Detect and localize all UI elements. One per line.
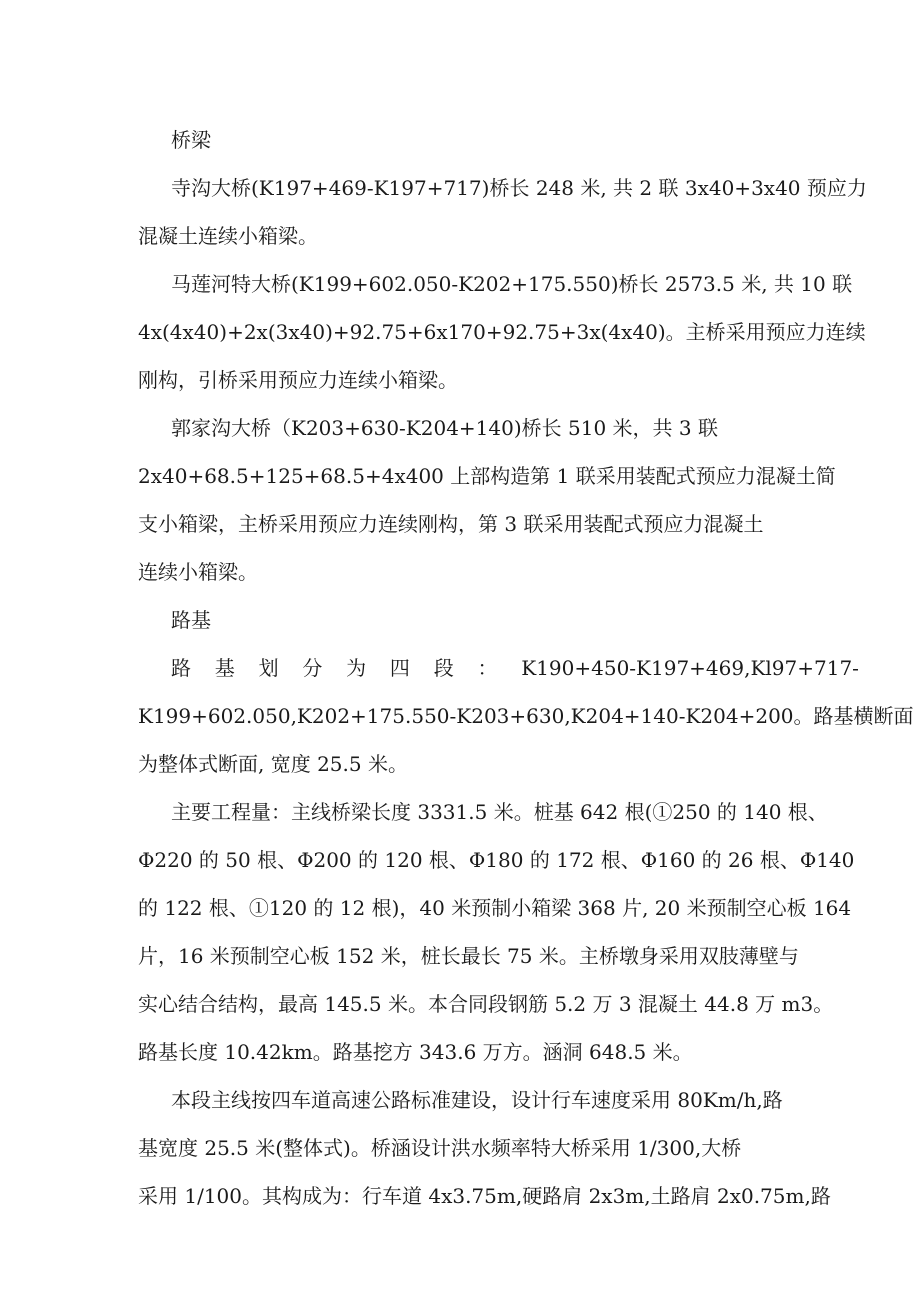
justified-char: 为 [346, 656, 367, 680]
paragraph-line: 混凝土连续小箱梁。 [138, 224, 318, 248]
paragraph-line: 路基长度 10.42km。路基挖方 343.6 万方。涵洞 648.5 米。 [138, 1040, 693, 1064]
paragraph-line: 2x40+68.5+125+68.5+4x400 上部构造第 1 联采用装配式预应力混凝土简 [138, 464, 836, 488]
justified-char: 段 [433, 656, 454, 680]
justified-char: 四 [389, 656, 410, 680]
section-heading-subgrade: 路基 [171, 608, 211, 632]
paragraph-line: 本段主线按四车道高速公路标准建设，设计行车速度采用 80Km∕h,路 [171, 1088, 783, 1112]
justified-char: ： [477, 656, 498, 680]
justified-char: 路 [171, 656, 191, 680]
paragraph-line: 连续小箱梁。 [138, 560, 258, 584]
paragraph-line: 刚构，引桥采用预应力连续小箱梁。 [138, 368, 458, 392]
paragraph-line: 郭家沟大桥（K203+630-K204+140)桥长 510 米，共 3 联 [171, 416, 718, 440]
paragraph-line: 马莲河特大桥(K199+602.050-K202+175.550)桥长 2573.5 米, 共 10 联 [171, 272, 853, 296]
paragraph-line: 支小箱梁，主桥采用预应力连续刚构，第 3 联采用装配式预应力混凝土 [138, 512, 764, 536]
justified-char: 分 [302, 656, 323, 680]
paragraph-line: 寺沟大桥(K197+469-K197+717)桥长 248 米, 共 2 联 3x40+3x40 预应力 [171, 176, 867, 200]
justified-char: 划 [258, 656, 279, 680]
paragraph-line-justified [171, 653, 859, 683]
paragraph-line: 采用 1/100。其构成为：行车道 4x3.75m,硬路肩 2x3m,土路肩 2x0.75m,路 [138, 1184, 831, 1208]
paragraph-line: 为整体式断面, 宽度 25.5 米。 [138, 752, 408, 776]
paragraph-line: 片，16 米预制空心板 152 米，桩长最长 75 米。主桥墩身采用双肢薄壁与 [138, 944, 799, 968]
justified-char: 基 [214, 656, 235, 680]
paragraph-line: 主要工程量：主线桥梁长度 3331.5 米。桩基 642 根(①250 的 140 根、 [171, 800, 828, 824]
paragraph-line: 4x(4x40)+2x(3x40)+92.75+6x170+92.75+3x(4x40)。主桥采用预应力连续 [138, 320, 866, 344]
paragraph-line: Φ220 的 50 根、Φ200 的 120 根、Φ180 的 172 根、Φ160 的 26 根、Φ140 [138, 848, 855, 872]
paragraph-line: 的 122 根、①120 的 12 根)，40 米预制小箱梁 368 片, 20 米预制空心板 164 [138, 896, 852, 920]
section-heading-bridges: 桥梁 [171, 128, 211, 152]
paragraph-line: K199+602.050,K202+175.550-K203+630,K204+140-K204+200。路基横断面 [138, 704, 914, 728]
justified-text: K190+450-K197+469,Kl97+717- [521, 656, 859, 680]
paragraph-line: 实心结合结构，最高 145.5 米。本合同段钢筋 5.2 万 3 混凝土 44.8 万 m3。 [138, 992, 834, 1016]
paragraph-line: 基宽度 25.5 米(整体式)。桥涵设计洪水频率特大桥采用 1/300,大桥 [138, 1136, 742, 1160]
